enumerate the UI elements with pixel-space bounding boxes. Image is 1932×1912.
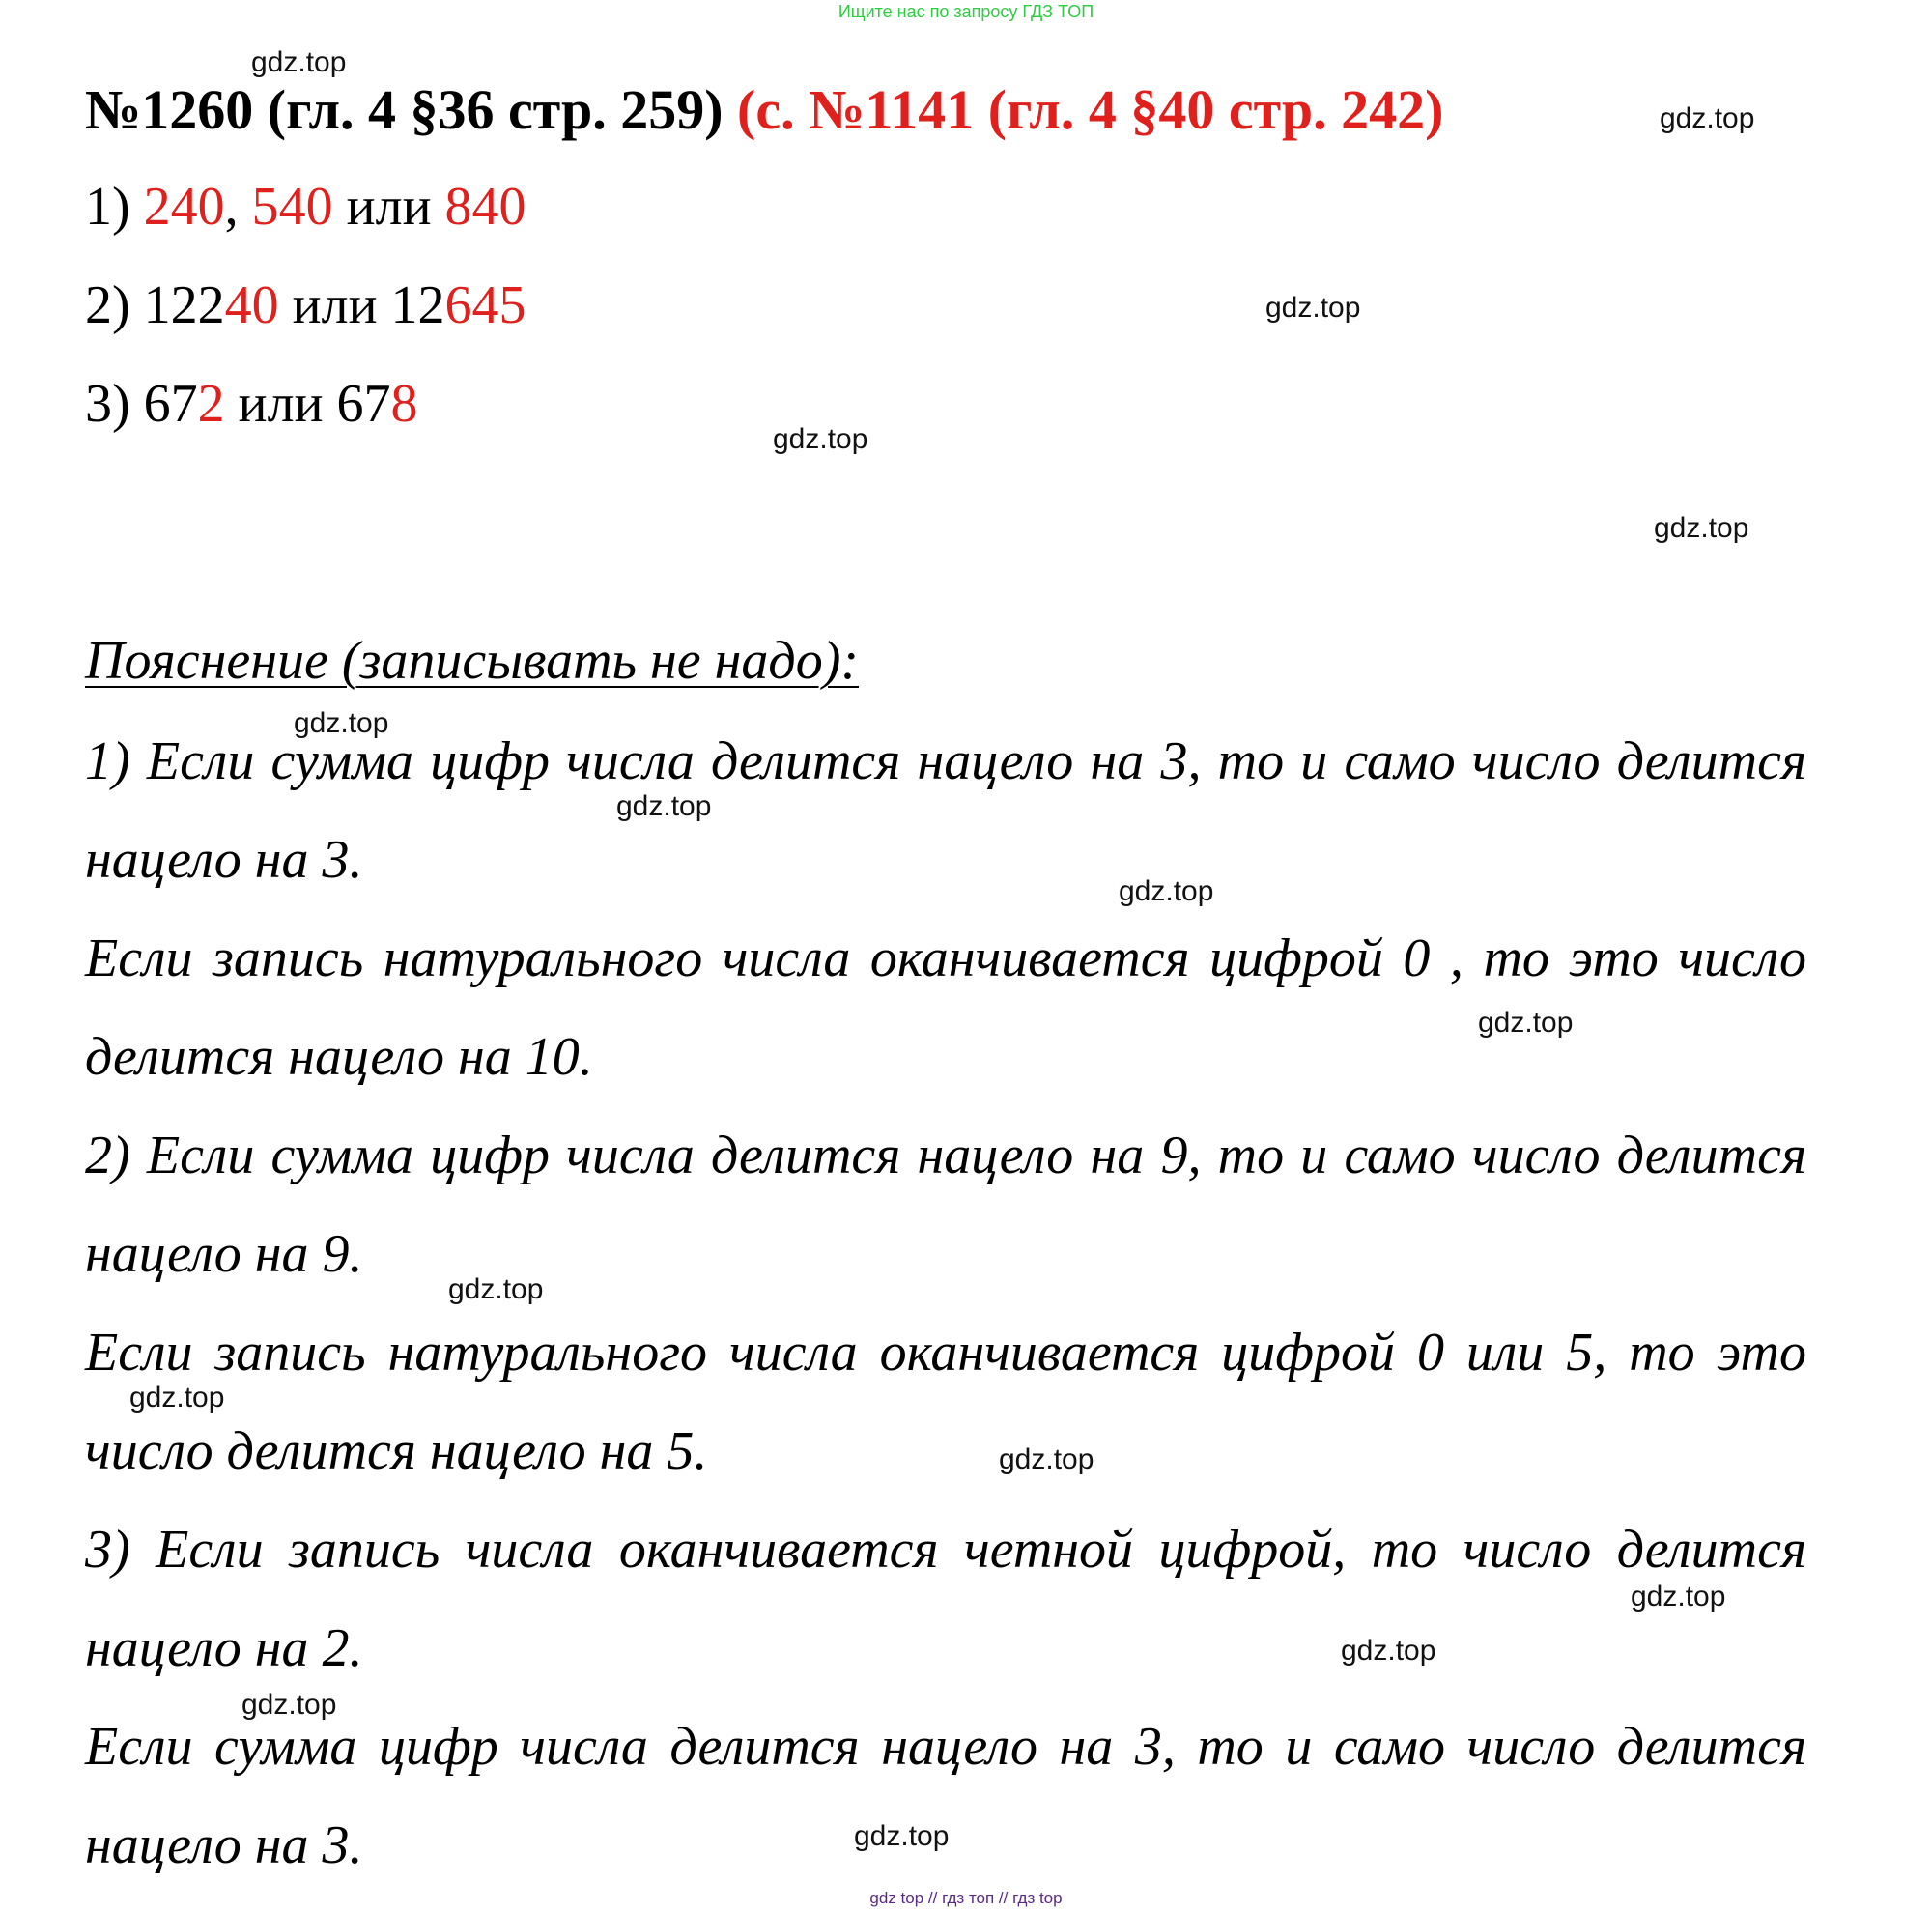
watermark: gdz.top [616,790,712,822]
watermark: gdz.top [999,1443,1094,1475]
answer-segment: 8 [444,177,472,237]
answer-segment: или 12 [278,275,445,335]
answer-segment: 2 [197,374,225,434]
title-alt: (с. №1141 (гл. 4 §40 стр. 242) [737,78,1444,141]
answer-line-2 [85,274,526,336]
answer-segment: 4 [278,177,306,237]
explanation-line: Если запись натурального числа оканчивается цифрой 0 или 5, то это [85,1323,1806,1383]
explanation-line: нацело на 9. [85,1224,363,1284]
watermark: gdz.top [1631,1581,1726,1612]
explanation-line: нацело на 2. [85,1618,363,1678]
answer-segment: 4 [170,177,198,237]
watermark: gdz.top [1119,875,1214,907]
answer-segment: 40 [224,275,279,335]
watermark: gdz.top [1654,512,1749,544]
watermark: gdz.top [773,423,868,455]
answer-segment: 0 [197,177,225,237]
answer-segment: 1) [85,177,144,237]
answer-segment: 0 [305,177,333,237]
watermark: gdz.top [1478,1007,1574,1039]
watermark: gdz.top [448,1273,544,1305]
explanation-heading: Пояснение (записывать не надо): [85,631,860,691]
explanation-line: Если запись натурального числа оканчивается цифрой 0 , то это число [85,928,1806,988]
answer-line-3 [85,373,418,435]
answer-line-1 [85,176,526,238]
explanation-line: число делится нацело на 5. [85,1421,708,1481]
page-title [85,77,1443,142]
answer-segment: 0 [498,177,526,237]
explanation-line: делится нацело на 10. [85,1027,593,1087]
answer-segment: 2 [143,177,171,237]
answer-segment: или 67 [224,374,391,434]
answer-segment: 5 [251,177,279,237]
answer-segment: , [224,177,252,237]
title-main: №1260 (гл. 4 §36 стр. 259) [85,78,738,141]
watermark: gdz.top [251,46,347,78]
answer-segment: или [332,177,445,237]
answer-segment: 8 [390,374,418,434]
answer-segment: 3) 67 [85,374,198,434]
watermark: gdz.top [242,1689,337,1721]
explanation-line: Если сумма цифр числа делится нацело на 3, то и само число делится [85,1717,1806,1777]
watermark: gdz.top [1660,102,1755,134]
explanation-line: 3) Если запись числа оканчивается четной цифрой, то число делится [85,1520,1806,1580]
watermark: gdz.top [294,707,389,739]
answer-segment: 645 [444,275,526,335]
watermark: gdz.top [1265,292,1361,324]
explanation-line: 1) Если сумма цифр числа делится нацело на 3, то и само число делится [85,731,1806,791]
watermark: gdz.top [129,1382,225,1413]
answer-segment: 2) 122 [85,275,225,335]
footer-links: gdz top // гдз топ // гдз top [869,1889,1063,1907]
watermark: gdz.top [854,1820,950,1852]
answer-segment: 4 [471,177,499,237]
watermark: gdz.top [1341,1635,1436,1667]
explanation-line: 2) Если сумма цифр числа делится нацело на 9, то и само число делится [85,1126,1806,1185]
explanation-line: нацело на 3. [85,830,363,890]
top-banner: Ищите нас по запросу ГДЗ ТОП [838,2,1094,21]
explanation-line: нацело на 3. [85,1815,363,1875]
